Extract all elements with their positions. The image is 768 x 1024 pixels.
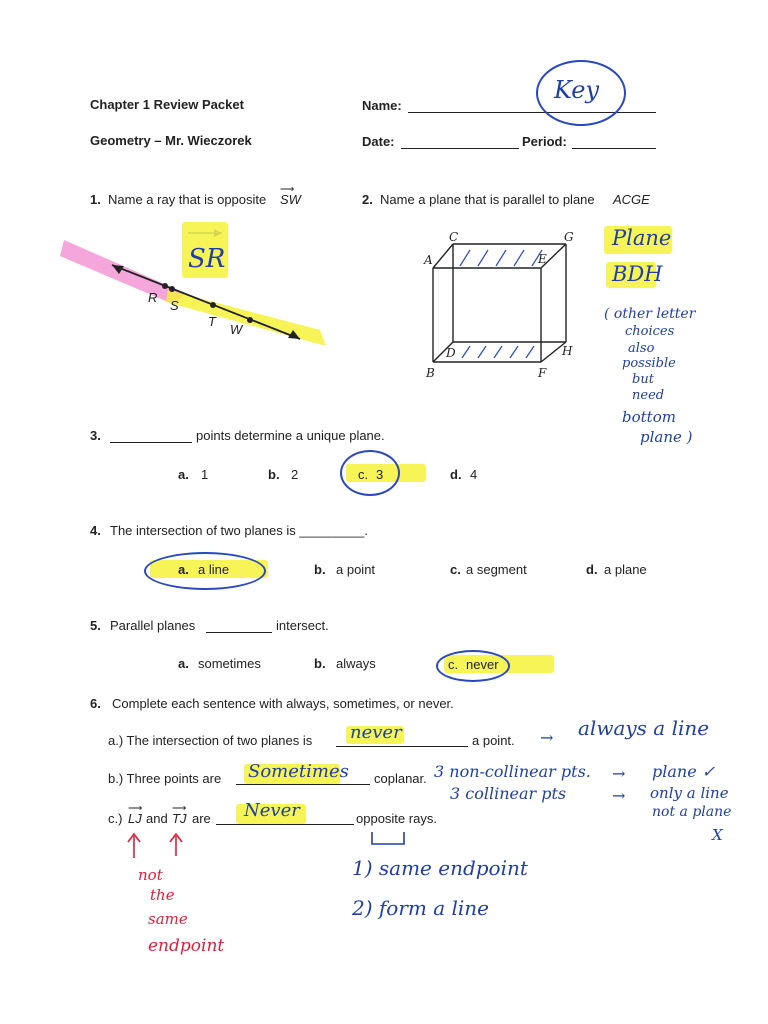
q6b-after: coplanar. — [374, 771, 427, 786]
q4-choice-c-text[interactable]: a segment — [466, 562, 527, 577]
q6c-note1: 1) same endpoint — [352, 856, 528, 880]
q6c-after: opposite rays. — [356, 811, 437, 826]
q1-answer: SR — [188, 244, 226, 274]
date-label: Date: — [362, 134, 395, 149]
q3-choice-c-text[interactable]: 3 — [376, 467, 384, 482]
q2-note-3: also — [628, 341, 655, 356]
q3-choice-d-letter[interactable]: d. — [450, 467, 462, 482]
q1-ray-arrow: ⟶ — [280, 184, 295, 195]
q4-choice-d-letter[interactable]: d. — [586, 562, 598, 577]
q4-choice-d-text[interactable]: a plane — [604, 562, 647, 577]
q6c-ray1: LJ — [128, 811, 142, 826]
q5-choice-b-letter[interactable]: b. — [314, 656, 326, 671]
red-note-3: same — [148, 910, 188, 928]
q2-vertex-a: A — [424, 253, 433, 267]
q6c-ray2: TJ — [172, 811, 187, 826]
q4-text: The intersection of two planes is _________. — [110, 523, 369, 538]
q4-choice-b-text[interactable]: a point — [336, 562, 376, 577]
q4-choice-a-text[interactable]: a line — [198, 562, 230, 577]
q5-number: 5. — [90, 618, 101, 633]
q2-vertex-h: H — [562, 344, 573, 358]
q6c-ray2-arrow: ⟶ — [172, 803, 187, 814]
q4-number: 4. — [90, 523, 101, 538]
q2-answer-line2: BDH — [612, 262, 663, 286]
q3-choice-a-letter[interactable]: a. — [178, 467, 189, 482]
q5-choice-c-text[interactable]: never — [466, 657, 499, 672]
q6a-arrow: → — [540, 728, 554, 747]
q2-vertex-c: C — [449, 230, 459, 244]
q1-label-w: W — [230, 322, 243, 337]
name-label: Name: — [362, 98, 402, 113]
q3-choice-c-letter[interactable]: c. — [358, 467, 369, 482]
q5-text-after: intersect. — [276, 618, 329, 633]
q2-vertex-b: B — [426, 366, 435, 380]
q6b-answer: Sometimes — [248, 761, 349, 782]
q1-label-s: S — [170, 298, 179, 313]
q6c-note2: 2) form a line — [352, 896, 490, 920]
q5-choice-a-letter[interactable]: a. — [178, 656, 189, 671]
red-note-2: the — [150, 886, 175, 904]
q2-number: 2. — [362, 192, 373, 207]
q2-answer-line1: Plane — [612, 226, 672, 250]
key-mark: Key — [554, 76, 600, 104]
q2-plane-name: ACGE — [613, 192, 650, 207]
q6-number: 6. — [90, 696, 101, 711]
red-note-1: not — [138, 866, 163, 884]
q3-number: 3. — [90, 428, 101, 443]
course-subtitle: Geometry – Mr. Wieczorek — [90, 133, 252, 148]
q6b-note2: 3 collinear pts — [450, 784, 567, 803]
q6b-note-x: X — [712, 826, 723, 844]
q2-note-7: bottom — [622, 408, 676, 426]
q5-choice-a-text[interactable]: sometimes — [198, 656, 261, 671]
q2-note-2: choices — [625, 324, 675, 339]
q2-note-6: need — [632, 388, 665, 403]
q6b-note1-result: plane ✓ — [652, 762, 716, 781]
q2-note-8: plane ) — [640, 428, 693, 446]
q3-text: points determine a unique plane. — [196, 428, 385, 443]
q6c-label: c.) — [108, 811, 123, 826]
red-arrows — [128, 834, 182, 858]
q4-choice-a-letter[interactable]: a. — [178, 562, 189, 577]
q2-vertex-g: G — [564, 230, 574, 244]
q6a-label: a.) The intersection of two planes is — [108, 733, 313, 748]
q5-text-before: Parallel planes — [110, 618, 196, 633]
q6c-ray1-arrow: ⟶ — [128, 803, 143, 814]
q1-label-t: T — [208, 314, 216, 329]
q3-choice-a-text[interactable]: 1 — [201, 467, 209, 482]
q6a-answer: never — [350, 722, 402, 743]
q5-choice-b-text[interactable]: always — [336, 656, 376, 671]
q2-note-5: but — [632, 372, 654, 387]
q6b-note2-result: only a line — [650, 784, 729, 802]
q6c-and: and — [146, 811, 168, 826]
q6c-answer: Never — [244, 800, 300, 821]
q3-choice-b-letter[interactable]: b. — [268, 467, 280, 482]
q6a-after: a point. — [472, 733, 515, 748]
q2-vertex-e: E — [538, 252, 547, 266]
q4-choice-c-letter[interactable]: c. — [450, 562, 461, 577]
q2-vertex-d: D — [446, 346, 456, 360]
q2-vertex-f: F — [538, 366, 547, 380]
q3-choice-b-text[interactable]: 2 — [291, 467, 299, 482]
q6b-arrow2: → — [612, 786, 626, 805]
q6-text: Complete each sentence with always, sometimes, or never. — [112, 696, 454, 711]
q3-choice-d-text[interactable]: 4 — [470, 467, 478, 482]
q6b-note1: 3 non-collinear pts. — [434, 762, 591, 781]
q6c-are: are — [192, 811, 211, 826]
q1-number: 1. — [90, 192, 101, 207]
q1-label-r: R — [148, 290, 158, 305]
q1-text: Name a ray that is opposite — [108, 192, 267, 207]
q6b-note3: not a plane — [652, 804, 732, 820]
red-note-4: endpoint — [148, 936, 225, 956]
q2-note-1: ( other letter — [604, 306, 696, 322]
q4-choice-b-letter[interactable]: b. — [314, 562, 326, 577]
q6a-note: always a line — [578, 716, 710, 740]
q1-ray-symbol: SW — [280, 192, 301, 207]
q6b-arrow1: → — [612, 764, 626, 783]
q5-choice-c-letter[interactable]: c. — [448, 657, 459, 672]
page-title: Chapter 1 Review Packet — [90, 97, 244, 112]
q2-text: Name a plane that is parallel to plane — [380, 192, 595, 207]
q6b-label: b.) Three points are — [108, 771, 222, 786]
period-label: Period: — [522, 134, 567, 149]
q2-note-4: possible — [622, 356, 676, 371]
